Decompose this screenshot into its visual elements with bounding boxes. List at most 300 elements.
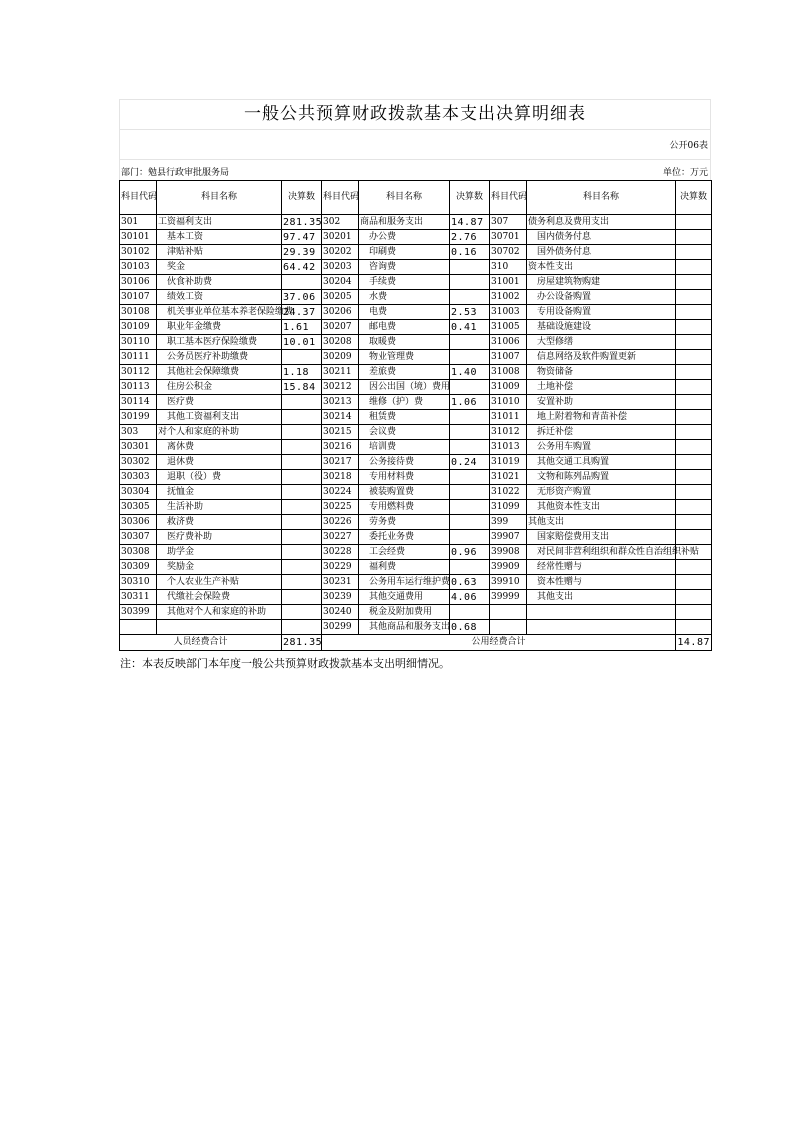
subject-name-cell: 伙食补助费 [157,275,282,290]
final-amount-cell: 1.40 [450,365,490,380]
final-amount-cell [676,470,712,485]
table-number-row [119,129,711,159]
subject-code-cell: 31019 [490,455,527,470]
final-amount-cell [450,380,490,395]
final-amount-cell: 97.47 [282,230,322,245]
subject-code-cell: 30310 [120,575,157,590]
subject-name-cell: 专用设备购置 [527,305,676,320]
subject-name-cell: 委托业务费 [359,530,450,545]
final-amount-cell [450,260,490,275]
final-amount-cell [676,230,712,245]
final-amount-cell [282,395,322,410]
subject-name-cell: 退职（役）费 [157,470,282,485]
subject-code-cell: 30113 [120,380,157,395]
final-amount-cell [450,410,490,425]
table-row [120,605,712,620]
final-amount-cell [676,455,712,470]
subject-code-cell: 30216 [322,440,359,455]
subject-name-cell [527,620,676,635]
subject-name-cell: 退休费 [157,455,282,470]
subject-name-cell: 公务接待费 [359,455,450,470]
subject-name-cell: 公务员医疗补助缴费 [157,350,282,365]
header-cell: 科目名称 [527,181,676,215]
subject-name-cell: 福利费 [359,560,450,575]
subject-name-cell: 物业管理费 [359,350,450,365]
final-amount-cell [450,560,490,575]
subject-code-cell: 31005 [490,320,527,335]
subject-name-cell: 国外债务付息 [527,245,676,260]
subject-code-cell [120,620,157,635]
header-cell: 科目名称 [157,181,282,215]
table-row [120,410,712,425]
subject-code-cell: 30311 [120,590,157,605]
final-amount-cell [450,470,490,485]
subject-name-cell: 商品和服务支出 [359,215,450,230]
final-amount-cell [450,290,490,305]
subject-name-cell: 绩效工资 [157,290,282,305]
footnote: 注：本表反映部门本年度一般公共预算财政拨款基本支出明细情况。 [120,657,450,670]
subject-code-cell: 301 [120,215,157,230]
table-row [120,425,712,440]
subject-code-cell: 307 [490,215,527,230]
final-amount-cell: 14.87 [450,215,490,230]
subject-name-cell: 会议费 [359,425,450,440]
final-amount-cell [282,590,322,605]
table-row [120,245,712,260]
subject-code-cell: 30217 [322,455,359,470]
final-amount-cell: 2.53 [450,305,490,320]
subject-name-cell: 专用材料费 [359,470,450,485]
final-amount-cell [676,440,712,455]
subject-name-cell: 差旅费 [359,365,450,380]
subject-name-cell: 助学金 [157,545,282,560]
subject-name-cell: 国家赔偿费用支出 [527,530,676,545]
subject-code-cell: 39910 [490,575,527,590]
subject-name-cell: 抚恤金 [157,485,282,500]
public-total-value: 14.87 [676,635,712,651]
subject-code-cell: 30202 [322,245,359,260]
subject-name-cell [157,620,282,635]
subject-name-cell: 其他交通工具购置 [527,455,676,470]
subject-code-cell: 31001 [490,275,527,290]
table-row [120,470,712,485]
final-amount-cell [282,485,322,500]
table-row [120,545,712,560]
final-amount-cell: 29.39 [282,245,322,260]
final-amount-cell [676,245,712,260]
table-row [120,440,712,455]
subject-code-cell: 30103 [120,260,157,275]
subject-name-cell: 奖励金 [157,560,282,575]
subject-code-cell: 30240 [322,605,359,620]
subject-code-cell: 30228 [322,545,359,560]
final-amount-cell [450,440,490,455]
subject-name-cell: 其他商品和服务支出 [359,620,450,635]
subject-code-cell: 30304 [120,485,157,500]
final-amount-cell [676,395,712,410]
header-cell: 决算数 [282,181,322,215]
final-amount-cell [676,425,712,440]
subject-name-cell: 医疗费 [157,395,282,410]
subject-name-cell: 手续费 [359,275,450,290]
subject-code-cell: 30306 [120,515,157,530]
subject-name-cell: 工会经费 [359,545,450,560]
expenditure-table [119,180,712,651]
subject-name-cell: 公务用车购置 [527,440,676,455]
table-row [120,380,712,395]
final-amount-cell [676,305,712,320]
table-row [120,260,712,275]
subject-name-cell: 专用燃料费 [359,500,450,515]
final-amount-cell: 1.06 [450,395,490,410]
subject-name-cell: 离休费 [157,440,282,455]
table-row [120,530,712,545]
final-amount-cell [450,500,490,515]
final-amount-cell [282,425,322,440]
final-amount-cell: 2.76 [450,230,490,245]
subject-code-cell: 30303 [120,470,157,485]
final-amount-cell [676,560,712,575]
final-amount-cell [282,575,322,590]
subject-name-cell: 邮电费 [359,320,450,335]
subject-code-cell [490,620,527,635]
subject-code-cell: 31011 [490,410,527,425]
subject-name-cell: 土地补偿 [527,380,676,395]
subject-code-cell: 30112 [120,365,157,380]
subject-name-cell: 信息网络及软件购置更新 [527,350,676,365]
subject-name-cell: 公务用车运行维护费 [359,575,450,590]
subject-name-cell: 其他支出 [527,590,676,605]
subject-code-cell: 30302 [120,455,157,470]
table-row [120,560,712,575]
final-amount-cell [450,275,490,290]
subject-name-cell: 被装购置费 [359,485,450,500]
subject-name-cell: 劳务费 [359,515,450,530]
final-amount-cell [676,275,712,290]
subject-code-cell: 30207 [322,320,359,335]
subject-name-cell: 经常性赠与 [527,560,676,575]
subject-code-cell: 303 [120,425,157,440]
subject-name-cell: 其他资本性支出 [527,500,676,515]
final-amount-cell [450,515,490,530]
header-cell: 科目代码 [490,181,527,215]
subject-code-cell: 30102 [120,245,157,260]
subject-name-cell: 物资储备 [527,365,676,380]
table-row [120,575,712,590]
final-amount-cell [450,605,490,620]
subject-code-cell: 31009 [490,380,527,395]
subject-code-cell: 31007 [490,350,527,365]
subject-code-cell: 30305 [120,500,157,515]
subject-name-cell: 债务利息及费用支出 [527,215,676,230]
subject-code-cell: 30239 [322,590,359,605]
final-amount-cell [282,530,322,545]
subject-code-cell: 30226 [322,515,359,530]
subject-name-cell: 无形资产购置 [527,485,676,500]
final-amount-cell [676,260,712,275]
final-amount-cell [282,545,322,560]
table-row [120,620,712,635]
subject-name-cell: 办公设备购置 [527,290,676,305]
header-cell: 科目代码 [120,181,157,215]
final-amount-cell [676,380,712,395]
subject-code-cell: 31099 [490,500,527,515]
subject-name-cell: 医疗费补助 [157,530,282,545]
final-amount-cell [282,605,322,620]
subject-code-cell: 30109 [120,320,157,335]
final-amount-cell [676,590,712,605]
public-total-label: 公用经费合计 [322,635,676,651]
subject-name-cell: 其他交通费用 [359,590,450,605]
final-amount-cell [282,560,322,575]
subject-code-cell: 31013 [490,440,527,455]
subject-code-cell: 30702 [490,245,527,260]
subject-code-cell: 30224 [322,485,359,500]
subject-code-cell: 30231 [322,575,359,590]
subject-name-cell: 房屋建筑物购建 [527,275,676,290]
subject-name-cell: 国内债务付息 [527,230,676,245]
final-amount-cell: 0.68 [450,620,490,635]
table-row [120,395,712,410]
subject-name-cell: 工资福利支出 [157,215,282,230]
final-amount-cell [282,410,322,425]
subject-code-cell: 30218 [322,470,359,485]
subject-code-cell: 30214 [322,410,359,425]
final-amount-cell: 281.35 [283,216,323,228]
subject-name-cell: 安置补助 [527,395,676,410]
subject-name-cell: 其他工资福利支出 [157,410,282,425]
final-amount-cell [282,455,322,470]
subject-code-cell: 302 [322,215,359,230]
unit-label: 单位：万元 [662,168,708,178]
final-amount-cell [676,215,712,230]
subject-name-cell: 维修（护）费 [359,395,450,410]
final-amount-cell: 15.84 [282,380,322,395]
subject-name-cell: 职工基本医疗保险缴费 [157,335,282,350]
subject-code-cell: 30399 [120,605,157,620]
subject-name-cell: 住房公积金 [157,380,282,395]
subject-name-cell: 对民间非营利组织和群众性自治组织补贴 [527,545,676,560]
final-amount-cell: 10.01 [282,335,322,350]
subject-name-cell: 奖金 [157,260,282,275]
subject-name-cell: 对个人和家庭的补助 [157,425,282,440]
subject-name-cell: 职业年金缴费 [157,320,282,335]
subject-code-cell: 31022 [490,485,527,500]
header-cell: 决算数 [676,181,712,215]
table-row [120,335,712,350]
final-amount-cell [676,620,712,635]
final-amount-cell [676,410,712,425]
subject-name-cell: 拆迁补偿 [527,425,676,440]
subject-code-cell: 310 [490,260,527,275]
subject-name-cell: 咨询费 [359,260,450,275]
subject-code-cell: 30111 [120,350,157,365]
table-row [120,590,712,605]
subject-code-cell: 30203 [322,260,359,275]
subject-name-cell: 基础设施建设 [527,320,676,335]
table-number: 公开06表 [669,141,708,151]
subject-code-cell: 30225 [322,500,359,515]
department-row [119,159,711,180]
table-row [120,455,712,470]
final-amount-cell [282,470,322,485]
header-cell: 科目代码 [322,181,359,215]
subject-code-cell: 39999 [490,590,527,605]
final-amount-cell [676,320,712,335]
subject-code-cell: 30301 [120,440,157,455]
subject-code-cell: 30114 [120,395,157,410]
final-amount-cell [282,275,322,290]
final-amount-cell: 24.37 [282,305,322,320]
table-row [120,305,712,320]
subject-code-cell: 30108 [120,305,157,320]
final-amount-cell [676,605,712,620]
subject-name-cell: 电费 [359,305,450,320]
subject-code-cell: 30299 [322,620,359,635]
final-amount-cell [676,485,712,500]
final-amount-cell [450,425,490,440]
subject-name-cell: 办公费 [359,230,450,245]
subject-code-cell: 31006 [490,335,527,350]
report-title: 一般公共预算财政拨款基本支出决算明细表 [119,99,711,129]
subject-name-cell: 其他对个人和家庭的补助 [157,605,282,620]
header-cell: 科目名称 [359,181,450,215]
subject-code-cell: 30211 [322,365,359,380]
table-row [120,290,712,305]
subject-name-cell: 津贴补贴 [157,245,282,260]
table-row [120,515,712,530]
subject-code-cell: 30208 [322,335,359,350]
final-amount-cell [282,440,322,455]
subject-name-cell: 机关事业单位基本养老保险缴费 [157,305,282,320]
subject-code-cell: 30229 [322,560,359,575]
final-amount-cell [282,500,322,515]
subject-name-cell: 印刷费 [359,245,450,260]
subject-code-cell: 399 [490,515,527,530]
final-amount-cell [282,515,322,530]
final-amount-cell: 0.16 [450,245,490,260]
final-amount-cell [450,485,490,500]
final-amount-cell [450,350,490,365]
subject-code-cell: 30107 [120,290,157,305]
final-amount-cell [676,530,712,545]
personnel-total-label: 人员经费合计 [120,635,282,651]
subject-name-cell: 租赁费 [359,410,450,425]
subject-code-cell: 30227 [322,530,359,545]
subject-name-cell: 因公出国（境）费用 [359,380,450,395]
final-amount-cell: 4.06 [450,590,490,605]
subject-code-cell: 30309 [120,560,157,575]
subject-code-cell: 30106 [120,275,157,290]
subject-name-cell: 代缴社会保险费 [157,590,282,605]
final-amount-cell: 1.18 [282,365,322,380]
subject-name-cell: 地上附着物和青苗补偿 [527,410,676,425]
subject-code-cell: 30110 [120,335,157,350]
final-amount-cell: 1.61 [282,320,322,335]
totals-body [120,635,712,651]
final-amount-cell [676,515,712,530]
subject-code-cell: 31021 [490,470,527,485]
subject-code-cell: 30307 [120,530,157,545]
final-amount-cell [676,290,712,305]
subject-name-cell: 资本性赠与 [527,575,676,590]
subject-code-cell: 31002 [490,290,527,305]
final-amount-cell: 64.42 [282,260,322,275]
final-amount-cell: 0.63 [450,575,490,590]
final-amount-cell [676,350,712,365]
department-name: 部门：勉县行政审批服务局 [121,168,230,178]
table-row [120,500,712,515]
subject-code-cell: 31012 [490,425,527,440]
subject-name-cell: 生活补助 [157,500,282,515]
subject-name-cell: 其他支出 [527,515,676,530]
subject-name-cell: 其他社会保障缴费 [157,365,282,380]
subject-name-cell: 个人农业生产补贴 [157,575,282,590]
subject-name-cell: 税金及附加费用 [359,605,450,620]
final-amount-cell [676,500,712,515]
totals-row [120,635,712,651]
table-row [120,275,712,290]
table-body [120,181,712,635]
subject-name-cell: 培训费 [359,440,450,455]
subject-name-cell: 基本工资 [157,230,282,245]
subject-code-cell: 30205 [322,290,359,305]
table-row [120,350,712,365]
subject-name-cell [527,605,676,620]
final-amount-cell [282,350,322,365]
final-amount-cell [450,530,490,545]
header-cell: 决算数 [450,181,490,215]
subject-code-cell: 39909 [490,560,527,575]
final-amount-cell [282,620,322,635]
subject-name-cell: 取暖费 [359,335,450,350]
subject-code-cell: 30215 [322,425,359,440]
subject-name-cell: 文物和陈列品购置 [527,470,676,485]
table-row [120,485,712,500]
subject-code-cell: 30308 [120,545,157,560]
subject-code-cell: 39908 [490,545,527,560]
personnel-total-value: 281.35 [282,635,322,651]
table-row [120,230,712,245]
final-amount-cell: 0.24 [450,455,490,470]
subject-code-cell [490,605,527,620]
subject-code-cell: 30212 [322,380,359,395]
header-row [120,181,712,215]
subject-code-cell: 31010 [490,395,527,410]
table-row [120,320,712,335]
subject-name-cell: 大型修缮 [527,335,676,350]
final-amount-cell: 37.06 [282,290,322,305]
subject-name-cell: 资本性支出 [527,260,676,275]
subject-code-cell: 31008 [490,365,527,380]
subject-code-cell: 30213 [322,395,359,410]
final-amount-cell [676,335,712,350]
report-sheet [119,99,711,671]
subject-code-cell: 30201 [322,230,359,245]
subject-code-cell: 30101 [120,230,157,245]
final-amount-cell: 0.41 [450,320,490,335]
subject-code-cell: 30701 [490,230,527,245]
subject-code-cell: 30204 [322,275,359,290]
subject-name-cell: 救济费 [157,515,282,530]
final-amount-cell [676,365,712,380]
final-amount-cell [450,335,490,350]
table-row [120,365,712,380]
subject-code-cell: 30199 [120,410,157,425]
final-amount-cell [676,575,712,590]
final-amount-cell: 0.96 [450,545,490,560]
table-row [120,215,712,230]
